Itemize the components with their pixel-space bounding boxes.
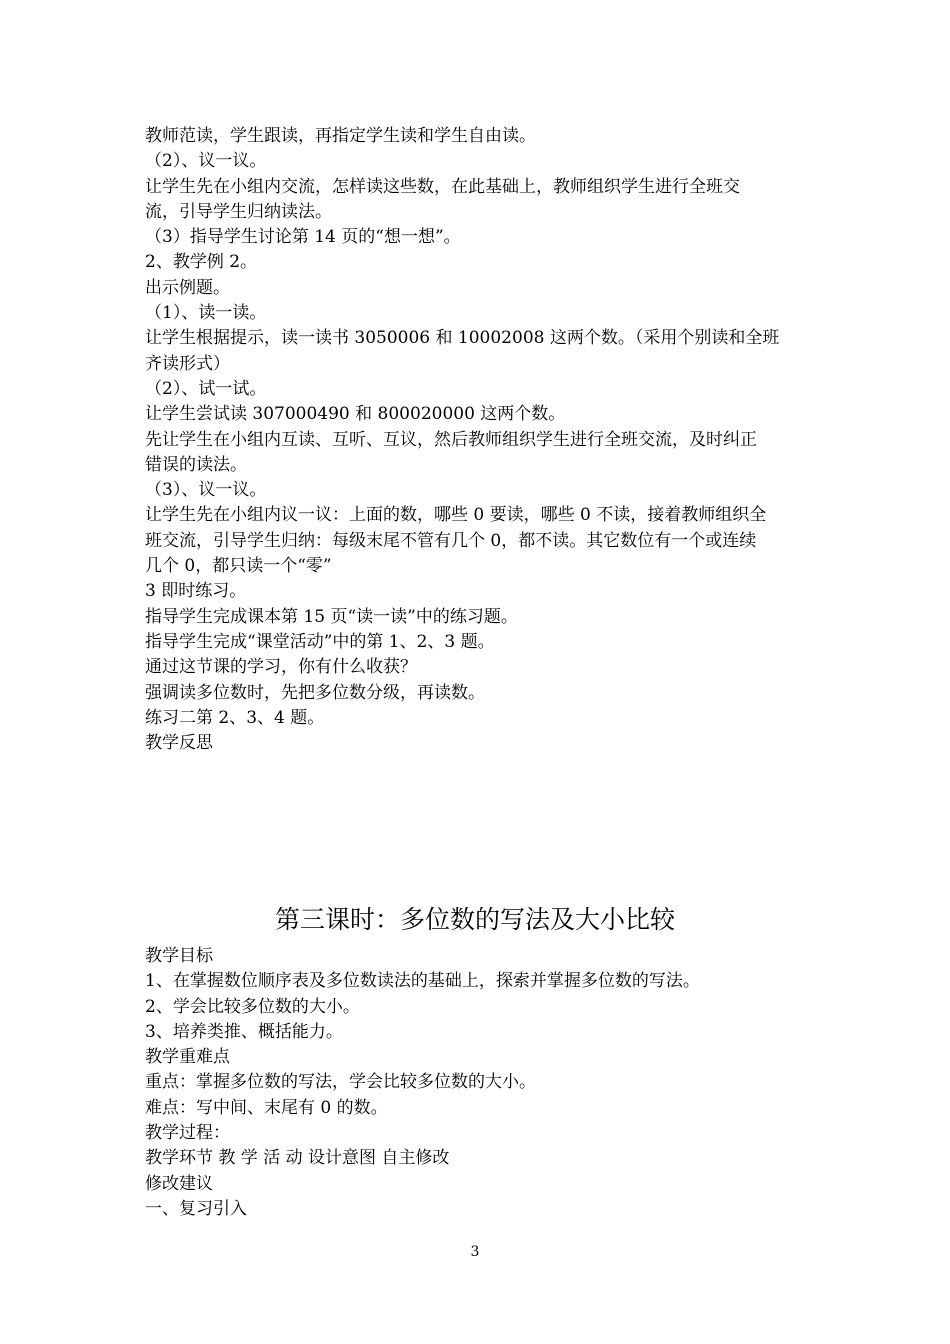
text-line: 齐读形式） bbox=[145, 353, 230, 374]
text-line: 先让学生在小组内互读、互听、互议，然后教师组织学生进行全班交流，及时纠正 bbox=[145, 429, 757, 450]
text-line: 让学生先在小组内交流，怎样读这些数，在此基础上，教师组织学生进行全班交 bbox=[145, 176, 740, 197]
text-line: 教师范读，学生跟读，再指定学生读和学生自由读。 bbox=[145, 126, 536, 146]
text-line: 教学重难点 bbox=[145, 1047, 230, 1068]
text-line: 指导学生完成“课堂活动”中的第 1、2、3 题。 bbox=[145, 631, 495, 652]
text-line: 重点：掌握多位数的写法，学会比较多位数的大小。 bbox=[145, 1072, 536, 1093]
text-line: 强调读多位数时，先把多位数分级，再读数。 bbox=[145, 682, 485, 703]
text-line: 3 即时练习。 bbox=[145, 581, 247, 602]
section-title: 第三课时：多位数的写法及大小比较 bbox=[274, 905, 675, 934]
text-line: 流，引导学生归纳读法。 bbox=[145, 201, 332, 222]
top-text-block bbox=[145, 124, 815, 756]
text-line: 几个 0，都只读一个“零” bbox=[145, 556, 332, 577]
text-line: （3）指导学生讨论第 14 页的“想一想”。 bbox=[145, 227, 461, 248]
text-line: 3、培养类推、概括能力。 bbox=[145, 1021, 343, 1042]
text-line: 教学过程： bbox=[145, 1123, 230, 1144]
text-line: 1、在掌握数位顺序表及多位数读法的基础上，探索并掌握多位数的写法。 bbox=[145, 971, 700, 992]
text-line: 班交流，引导学生归纳：每级末尾不管有几个 0，都不读。其它数位有一个或连续 bbox=[145, 530, 757, 551]
text-line: 让学生尝试读 307000490 和 800020000 这两个数。 bbox=[145, 404, 566, 425]
text-line: 错误的读法。 bbox=[145, 454, 247, 475]
text-line: （1）、读一读。 bbox=[145, 303, 267, 324]
text-line: 指导学生完成课本第 15 页“读一读”中的练习题。 bbox=[145, 606, 518, 627]
text-line: 通过这节课的学习，你有什么收获？ bbox=[145, 657, 417, 678]
text-line: 出示例题。 bbox=[145, 277, 230, 298]
text-line: 教学反思 bbox=[145, 733, 213, 754]
page-number: 3 bbox=[470, 1244, 480, 1260]
bottom-text-block bbox=[145, 944, 815, 1222]
text-line: （3）、议一议。 bbox=[145, 480, 267, 501]
text-line: 2、学会比较多位数的大小。 bbox=[145, 996, 360, 1017]
text-line: 让学生先在小组内议一议：上面的数，哪些 0 要读，哪些 0 不读，接着教师组织全 bbox=[145, 505, 767, 526]
text-line: 练习二第 2、3、4 题。 bbox=[145, 707, 325, 728]
text-line: 让学生根据提示，读一读书 3050006 和 10002008 这两个数。（采用个别读和全班 bbox=[145, 328, 780, 349]
text-line: （2）、议一议。 bbox=[145, 151, 267, 172]
text-line: 难点：写中间、末尾有 0 的数。 bbox=[145, 1097, 388, 1118]
text-line: 教学目标 bbox=[145, 946, 213, 966]
text-line: 教学环节 教 学 活 动 设计意图 自主修改 bbox=[145, 1148, 450, 1169]
text-line: 修改建议 bbox=[145, 1173, 213, 1194]
text-line: 一、复习引入 bbox=[145, 1198, 247, 1219]
text-line: （2）、试一试。 bbox=[145, 378, 267, 399]
text-line: 2、教学例 2。 bbox=[145, 252, 258, 273]
